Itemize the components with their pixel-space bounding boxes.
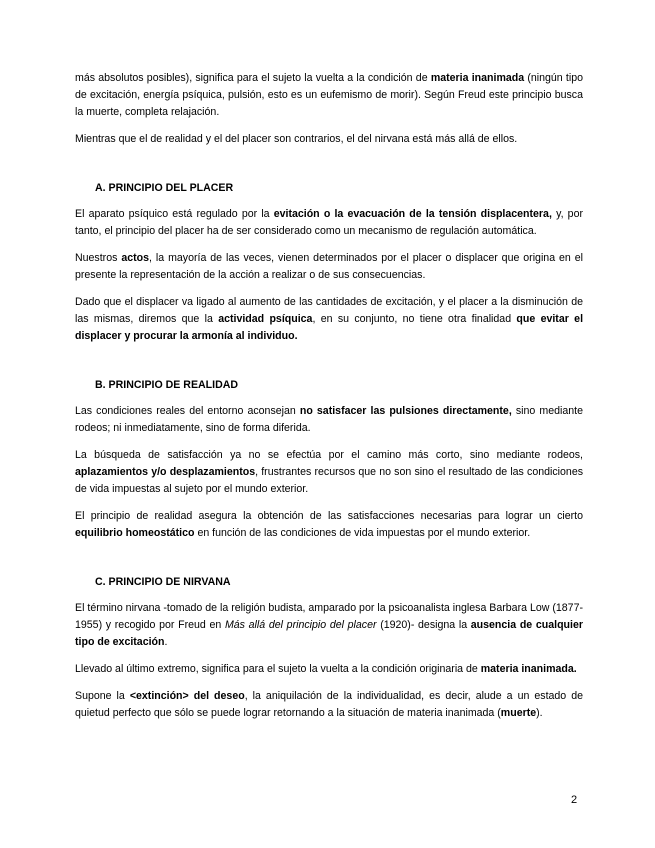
section-a-paragraph-2 (75, 250, 583, 284)
text-run: . (164, 636, 168, 648)
section-c-heading: C. PRINCIPIO DE NIRVANA (95, 576, 231, 588)
bold-run: materia inanimada. (480, 663, 577, 675)
text-run: La búsqueda de satisfacción ya no se efectúa por el camino más corto, sino mediante rodeos, (75, 449, 583, 461)
text-run: , en su conjunto, no tiene otra finalidad (312, 313, 517, 325)
text-run: , la mayoría de las veces, vienen determinados por el placer o displacer que origina en el presente la representación de la acción a realizar o de sus consecuencias. (75, 252, 583, 281)
text-run: Supone la (75, 690, 130, 702)
text-run: El término nirvana -tomado de la religión budista, amparado por la psicoanalista inglesa Barbara Low (1877-1955) y recogido por Freud en (75, 602, 583, 631)
section-c-paragraph-2 (75, 661, 583, 678)
section-c-paragraph-3 (75, 688, 583, 722)
text-run: y, por tanto, el principio del placer ha de ser considerado como un mecanismo de regulación automática. (75, 208, 583, 237)
section-b-heading-block (75, 377, 583, 394)
text-run: (ningún tipo de excitación, energía psíquica, pulsión, esto es un eufemismo de morir). Según Freud este principio busca la muerte, completa relajación. (75, 72, 583, 118)
italic-run: Más allá del principio del placer (224, 619, 377, 631)
section-a-paragraph-1 (75, 206, 583, 240)
section-b-paragraph-2 (75, 447, 583, 498)
text-run: Las condiciones reales del entorno aconsejan (75, 405, 300, 417)
intro-paragraph-2: Mientras que el de realidad y el del placer son contrarios, el del nirvana está más allá de ellos. (75, 133, 518, 145)
intro-paragraph-1 (75, 70, 583, 121)
section-c-paragraph-1 (75, 600, 583, 651)
page-number: 2 (571, 794, 578, 806)
bold-run: actividad psíquica (218, 313, 313, 325)
section-a-heading: A. PRINCIPIO DEL PLACER (95, 182, 234, 194)
bold-run: muerte (500, 707, 537, 719)
text-run: , la aniquilación de la individualidad, es decir, alude a un estado de quietud perfecto que sólo se puede lograr retornando a la situación de materia inanimada ( (75, 690, 583, 719)
section-c-heading-block (75, 574, 583, 591)
bold-run: <extinción> del deseo (129, 690, 245, 702)
bold-run: no satisfacer las pulsiones directamente, (299, 405, 512, 417)
bold-run: que evitar el displacer y procurar la armonía al individuo. (75, 313, 584, 342)
text-run: El principio de realidad asegura la obtención de las satisfacciones necesarias para lograr un cierto (75, 510, 583, 522)
text-run: El aparato psíquico está regulado por la (75, 208, 274, 220)
bold-run: ausencia de cualquier tipo de excitación (75, 619, 583, 648)
text-run: sino mediante rodeos; ni inmediatamente, sino de forma diferida. (75, 405, 583, 434)
section-b-paragraph-3 (75, 508, 583, 542)
text-run: ). (536, 707, 543, 719)
section-b-heading: B. PRINCIPIO DE REALIDAD (95, 379, 239, 391)
bold-run: aplazamientos y/o desplazamientos (75, 466, 256, 478)
bold-run: evitación o la evacuación de la tensión displacentera, (273, 208, 552, 220)
text-run: Dado que el displacer va ligado al aumento de las cantidades de excitación, y el placer a la disminución de las mismas, diremos que la (75, 296, 583, 325)
section-a-paragraph-3 (75, 294, 583, 345)
bold-run: materia inanimada (430, 72, 525, 84)
text-run: en función de las condiciones de vida impuestas por el mundo exterior. (194, 527, 531, 539)
bold-run: actos (121, 252, 150, 264)
text-run: Llevado al último extremo, significa para el sujeto la vuelta a la condición originaria de (75, 663, 481, 675)
text-run: más absolutos posibles), significa para el sujeto la vuelta a la condición de (75, 72, 431, 84)
text-run: Nuestros (75, 252, 122, 264)
bold-run: equilibrio homeostático (75, 527, 195, 539)
section-a-heading-block (75, 180, 583, 197)
section-b-paragraph-1 (75, 403, 583, 437)
text-run: (1920)- designa la (376, 619, 471, 631)
document-page (75, 70, 583, 722)
text-run: , frustrantes recursos que no son sino el resultado de las condiciones de vida impuestas al sujeto por el mundo exterior. (75, 466, 584, 495)
